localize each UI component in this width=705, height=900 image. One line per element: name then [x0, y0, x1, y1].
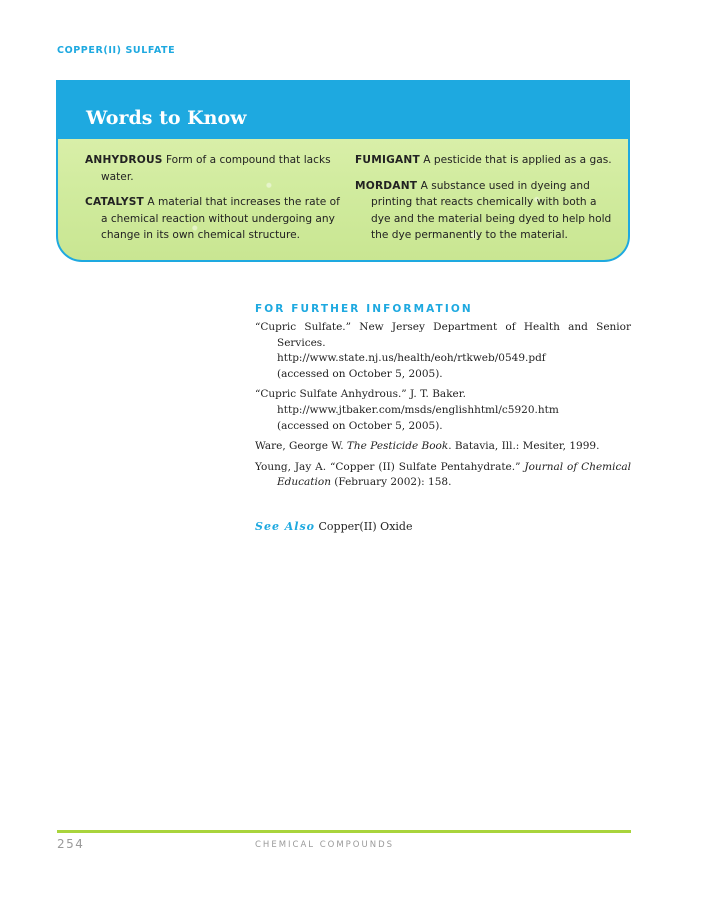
reference-list — [255, 320, 631, 496]
reference-item — [255, 460, 631, 491]
reference-text: “Cupric Sulfate Anhydrous.” J. T. Baker. — [255, 388, 466, 401]
reference-text: “Cupric Sulfate.” New Jersey Department of Health and Senior Services. — [255, 321, 631, 349]
reference-title: Journal of Chemical Education — [277, 460, 631, 489]
see-also-link[interactable]: Copper(II) Oxide — [318, 520, 413, 533]
see-also — [255, 520, 412, 533]
book-title: CHEMICAL COMPOUNDS — [255, 840, 395, 850]
words-to-know-title: Words to Know — [58, 82, 628, 139]
reference-text: Young, Jay A. “Copper (II) Sulfate Pentahydrate.” — [255, 460, 525, 473]
see-also-label: See Also — [255, 520, 316, 533]
glossary-definition: Form of a compound that lacks water. — [101, 154, 331, 183]
words-to-know-box — [56, 80, 630, 262]
page-number: 254 — [57, 837, 85, 851]
terms-column-left — [85, 152, 341, 253]
reference-item — [255, 387, 631, 434]
glossary-definition: A substance used in dyeing and printing that reacts chemically with both a dye and the material being dyed to help hold the dye permanently to the material. — [371, 179, 612, 241]
further-info-heading: FOR FURTHER INFORMATION — [255, 303, 473, 315]
glossary-term: ANHYDROUS — [85, 154, 163, 166]
reference-accessed: (accessed on October 5, 2005). — [277, 419, 443, 432]
glossary-entry-mordant — [355, 178, 613, 244]
reference-text: Ware, George W. — [255, 440, 347, 453]
reference-item — [255, 439, 631, 455]
reference-url[interactable]: http://www.state.nj.us/health/eoh/rtkweb/0549.pdf — [277, 352, 546, 365]
reference-item — [255, 320, 631, 382]
reference-url[interactable]: http://www.jtbaker.com/msds/englishhtml/c5920.htm — [277, 403, 559, 416]
reference-text: (February 2002): 158. — [330, 476, 452, 489]
running-head: COPPER(II) SULFATE — [57, 45, 176, 56]
glossary-definition: A pesticide that is applied as a gas. — [423, 154, 612, 166]
reference-text: . Batavia, Ill.: Mesiter, 1999. — [448, 440, 600, 453]
footer-rule — [57, 830, 631, 833]
glossary-entry-fumigant — [355, 152, 613, 169]
reference-accessed: (accessed on October 5, 2005). — [277, 367, 443, 380]
reference-title: The Pesticide Book — [346, 440, 449, 453]
words-to-know-body — [58, 139, 628, 262]
glossary-entry-catalyst — [85, 194, 341, 244]
glossary-term: CATALYST — [85, 196, 144, 208]
glossary-term: FUMIGANT — [355, 154, 420, 166]
terms-column-right — [355, 152, 613, 253]
glossary-entry-anhydrous — [85, 152, 341, 185]
glossary-term: MORDANT — [355, 179, 418, 192]
glossary-definition: A material that increases the rate of a chemical reaction without undergoing any change in its own chemical structure. — [101, 196, 340, 241]
